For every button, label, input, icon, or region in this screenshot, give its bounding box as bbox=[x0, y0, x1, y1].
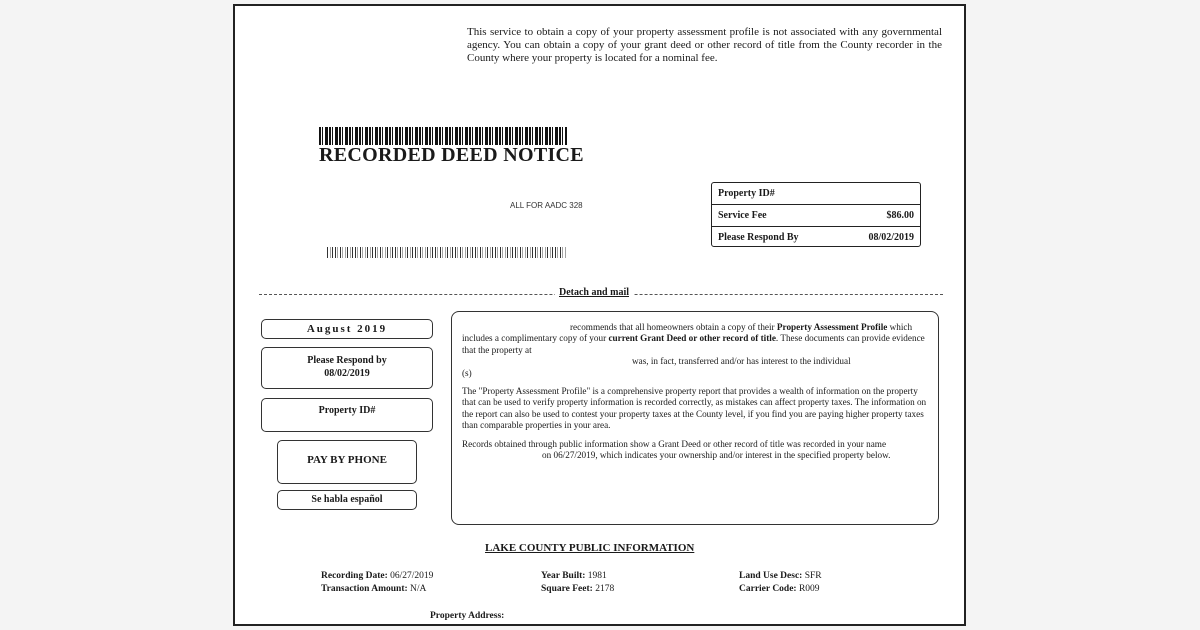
mailing-sort-code: ALL FOR AADC 328 bbox=[510, 201, 583, 210]
stub-respond-box bbox=[261, 347, 433, 389]
carrier-code-label: Carrier Code: bbox=[739, 584, 797, 594]
year-built-line bbox=[541, 570, 614, 583]
property-info-box bbox=[711, 182, 921, 247]
carrier-code-line bbox=[739, 583, 822, 596]
body-paragraph-3 bbox=[462, 439, 928, 462]
transaction-amount-label: Transaction Amount: bbox=[321, 584, 408, 594]
detach-label: Detach and mail bbox=[555, 287, 633, 298]
postal-barcode-image bbox=[327, 247, 567, 258]
respond-by-label: Please Respond By bbox=[718, 232, 799, 243]
year-built-label: Year Built: bbox=[541, 571, 586, 581]
facts-column-2 bbox=[541, 570, 614, 596]
property-address-label: Property Address: bbox=[430, 611, 505, 621]
spanish-spoken-box: Se habla español bbox=[277, 490, 417, 510]
body-p1-bold-profile: Property Assessment Profile bbox=[776, 322, 888, 332]
property-id-label: Property ID# bbox=[718, 188, 775, 199]
land-use-value: SFR bbox=[804, 571, 822, 581]
body-paragraph-1 bbox=[462, 322, 928, 379]
county-heading: LAKE COUNTY PUBLIC INFORMATION bbox=[485, 542, 695, 554]
body-p3-text-b: on 06/27/2019, which indicates your ownership and/or interest in the specified property below. bbox=[542, 450, 891, 461]
land-use-line bbox=[739, 570, 822, 583]
body-p1-text-c: which includes a complimentary copy of your bbox=[462, 322, 913, 344]
body-p3-text-a: Records obtained through public information show a Grant Deed or other record of title was recorded in your name bbox=[462, 438, 887, 449]
document-title: RECORDED DEED NOTICE bbox=[319, 144, 584, 166]
square-feet-label: Square Feet: bbox=[541, 584, 593, 594]
service-fee-row bbox=[712, 205, 920, 227]
square-feet-value: 2178 bbox=[595, 584, 615, 594]
body-p1-text-a: recommends that all homeowners obtain a copy of their bbox=[570, 322, 777, 332]
stub-month-box: August 2019 bbox=[261, 319, 433, 339]
pay-by-phone-box: PAY BY PHONE bbox=[277, 440, 417, 484]
transaction-amount-value: N/A bbox=[410, 584, 427, 594]
facts-column-3 bbox=[739, 570, 822, 596]
deed-notice-document bbox=[233, 4, 966, 626]
notice-body-box bbox=[451, 311, 939, 525]
carrier-code-value: R009 bbox=[798, 584, 820, 594]
transaction-amount-line bbox=[321, 583, 433, 596]
land-use-label: Land Use Desc: bbox=[739, 571, 803, 581]
respond-by-row bbox=[712, 227, 920, 248]
property-id-row bbox=[712, 183, 920, 205]
stub-property-id-box: Property ID# bbox=[261, 398, 433, 432]
recording-date-value: 06/27/2019 bbox=[390, 571, 434, 581]
recording-date-line bbox=[321, 570, 433, 583]
barcode-image bbox=[319, 127, 567, 145]
body-p1-text-f: was, in fact, transferred and/or has interest to the individual bbox=[632, 356, 851, 367]
respond-by-value: 08/02/2019 bbox=[868, 232, 914, 243]
year-built-value: 1981 bbox=[587, 571, 607, 581]
disclaimer-text: This service to obtain a copy of your property assessment profile is not associated with any governmental agency. You can obtain a copy of your grant deed or other record of title from the County recorder in the County where your property is located for a nominal fee. bbox=[467, 26, 942, 64]
recording-date-label: Recording Date: bbox=[321, 571, 388, 581]
service-fee-value: $86.00 bbox=[886, 210, 914, 221]
square-feet-line bbox=[541, 583, 614, 596]
body-p1-bold-deed: current Grant Deed or other record of title bbox=[608, 333, 776, 344]
stub-respond-label: Please Respond by bbox=[307, 355, 387, 366]
body-p1-text-e: . These documents can provide evidence that the property at bbox=[462, 333, 925, 355]
body-paragraph-2: The "Property Assessment Profile" is a comprehensive property report that provides a wealth of information on the property that can be used to verify property information is recorded correctly, as mistakes can affect property taxes. The information on the report can also be used to contest your property taxes at the County level, if you find you are paying higher property taxes than comparable properties in your area. bbox=[462, 386, 927, 431]
stub-respond-date: 08/02/2019 bbox=[324, 368, 370, 379]
facts-column-1 bbox=[321, 570, 433, 596]
body-p1-text-g: (s) bbox=[462, 367, 472, 378]
service-fee-label: Service Fee bbox=[718, 210, 767, 221]
